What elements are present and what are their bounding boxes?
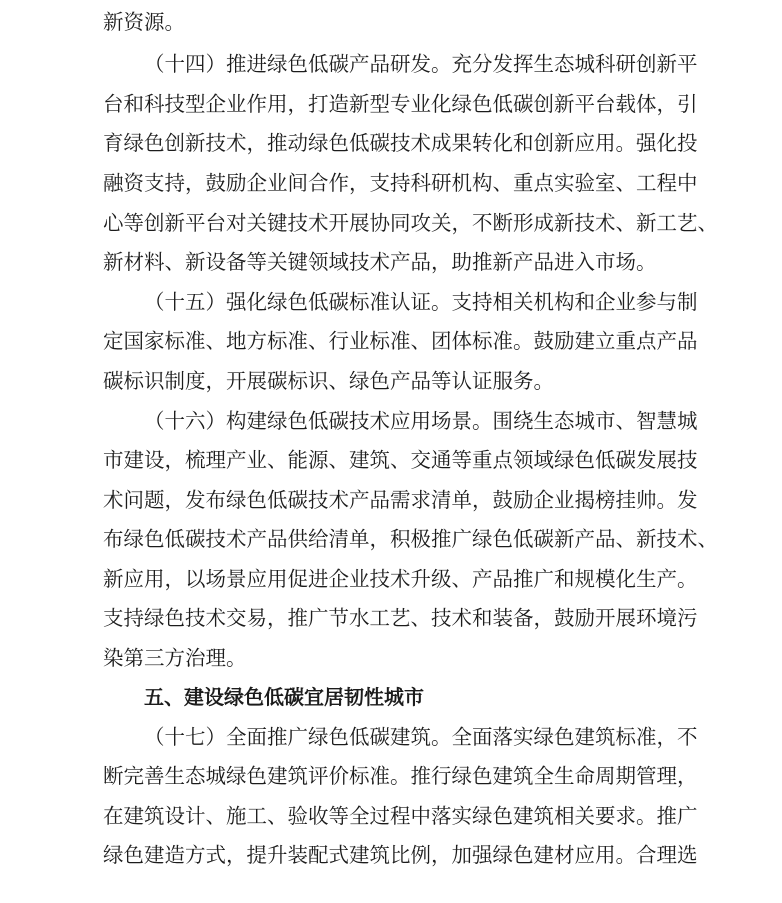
text-line: 定国家标准、地方标准、行业标准、团体标准。鼓励建立重点产品 bbox=[103, 329, 698, 353]
text-line: 绿色建造方式，提升装配式建筑比例，加强绿色建材应用。合理选 bbox=[103, 843, 698, 867]
text-line: 碳标识制度，开展碳标识、绿色产品等认证服务。 bbox=[103, 369, 554, 393]
text-line: 断完善生态城绿色建筑评价标准。推行绿色建筑全生命周期管理， bbox=[103, 764, 698, 788]
text-line: 布绿色低碳技术产品供给清单，积极推广绿色低碳新产品、新技术、 bbox=[103, 527, 718, 551]
paragraph-16-line: （十六）构建绿色低碳技术应用场景。围绕生态城市、智慧城 bbox=[144, 409, 698, 433]
paragraph-17-line: （十七）全面推广绿色低碳建筑。全面落实绿色建筑标准，不 bbox=[144, 725, 698, 749]
text-line: 心等创新平台对关键技术开展协同攻关，不断形成新技术、新工艺、 bbox=[103, 211, 718, 235]
text-line: 育绿色创新技术，推动绿色低碳技术成果转化和创新应用。强化投 bbox=[103, 131, 698, 155]
section-heading: 五、建设绿色低碳宜居韧性城市 bbox=[144, 685, 424, 709]
text-line: 新材料、新设备等关键领域技术产品，助推新产品进入市场。 bbox=[103, 250, 657, 274]
text-line: 在建筑设计、施工、验收等全过程中落实绿色建筑相关要求。推广 bbox=[103, 804, 698, 828]
text-line: 术问题，发布绿色低碳技术产品需求清单，鼓励企业揭榜挂帅。发 bbox=[103, 488, 698, 512]
text-line: 台和科技型企业作用，打造新型专业化绿色低碳创新平台载体，引 bbox=[103, 92, 698, 116]
text-line: 融资支持，鼓励企业间合作，支持科研机构、重点实验室、工程中 bbox=[103, 171, 698, 195]
text-line: 新应用，以场景应用促进企业技术升级、产品推广和规模化生产。 bbox=[103, 567, 698, 591]
text-line: 支持绿色技术交易，推广节水工艺、技术和装备，鼓励开展环境污 bbox=[103, 606, 698, 630]
paragraph-14-line: （十四）推进绿色低碳产品研发。充分发挥生态城科研创新平 bbox=[144, 52, 698, 76]
text-line: 新资源。 bbox=[103, 10, 185, 34]
text-line: 染第三方治理。 bbox=[103, 646, 247, 670]
paragraph-15-line: （十五）强化绿色低碳标准认证。支持相关机构和企业参与制 bbox=[144, 290, 698, 314]
text-line: 市建设，梳理产业、能源、建筑、交通等重点领域绿色低碳发展技 bbox=[103, 448, 698, 472]
